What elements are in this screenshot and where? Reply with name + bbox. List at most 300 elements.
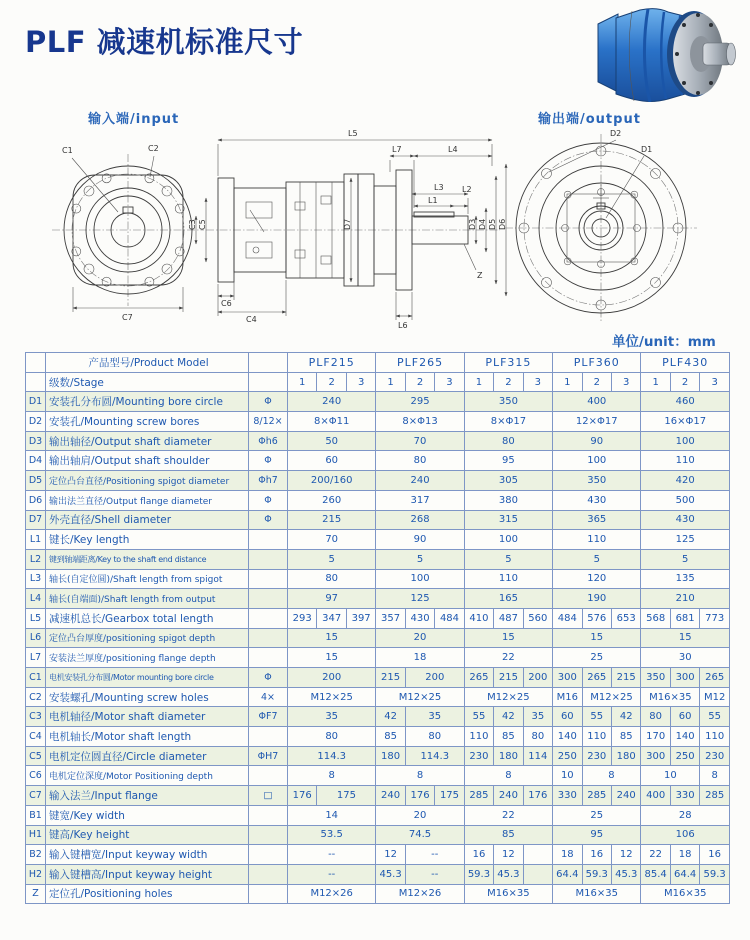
value-cell: 330 — [670, 786, 699, 806]
value-cell: 8 — [700, 766, 730, 786]
row-id: C3 — [26, 707, 46, 727]
value-cell: 90 — [553, 431, 641, 451]
value-cell: 200 — [523, 668, 552, 688]
row-symbol — [249, 884, 288, 904]
value-cell: 230 — [464, 746, 493, 766]
row-desc: 安装螺孔/Mounting screw holes — [46, 687, 249, 707]
value-cell: 85 — [494, 727, 523, 747]
value-cell: 70 — [288, 530, 376, 550]
value-cell: 18 — [553, 845, 582, 865]
row-id: L1 — [26, 530, 46, 550]
value-cell: 90 — [376, 530, 464, 550]
table-row-c5 — [26, 746, 730, 766]
symbol-corner-cell — [249, 353, 288, 373]
row-id: C1 — [26, 668, 46, 688]
unit-label: 单位/unit：mm — [612, 334, 716, 350]
value-cell: 59.3 — [700, 864, 730, 884]
row-id: D7 — [26, 510, 46, 530]
stage-header: 3 — [700, 372, 730, 392]
value-cell: 80 — [523, 727, 552, 747]
value-cell: 176 — [288, 786, 317, 806]
value-cell: 430 — [553, 490, 641, 510]
value-cell: 240 — [494, 786, 523, 806]
value-cell: 70 — [376, 431, 464, 451]
section-view-drawing — [188, 129, 507, 330]
value-cell: 230 — [700, 746, 730, 766]
row-id: C7 — [26, 786, 46, 806]
value-cell: 110 — [582, 727, 611, 747]
row-desc: 定位凸台直径/Positioning spigot diameter — [46, 471, 249, 491]
table-row-l5 — [26, 608, 730, 628]
value-cell: 16 — [464, 845, 493, 865]
row-desc: 输出轴肩/Output shaft shoulder — [46, 451, 249, 471]
value-cell: 110 — [464, 727, 493, 747]
row-symbol: 8/12× — [249, 412, 288, 432]
model-header: PLF360 — [553, 353, 641, 373]
value-cell: 25 — [553, 648, 641, 668]
value-cell: M16×35 — [553, 884, 641, 904]
value-cell: 176 — [405, 786, 434, 806]
value-cell: M12×25 — [288, 687, 376, 707]
output-view-drawing — [505, 129, 697, 322]
value-cell: 773 — [700, 608, 730, 628]
value-cell: 64.4 — [553, 864, 582, 884]
value-cell: M16 — [553, 687, 582, 707]
model-header: PLF315 — [464, 353, 552, 373]
value-cell: 80 — [288, 569, 376, 589]
value-cell: 215 — [611, 668, 640, 688]
value-cell: 97 — [288, 589, 376, 609]
value-cell: 20 — [376, 805, 464, 825]
row-symbol: ΦH7 — [249, 746, 288, 766]
value-cell: 215 — [288, 510, 376, 530]
header-row-models — [26, 353, 730, 373]
value-cell: 59.3 — [582, 864, 611, 884]
value-cell: 25 — [553, 805, 641, 825]
value-cell: 400 — [641, 786, 670, 806]
row-id: D3 — [26, 431, 46, 451]
dim-label-c7: C7 — [122, 313, 133, 322]
row-id: D6 — [26, 490, 46, 510]
dim-label-l7: L7 — [392, 145, 402, 154]
stage-column-title: 级数/Stage — [46, 372, 249, 392]
value-cell: M12×25 — [582, 687, 641, 707]
value-cell: 18 — [670, 845, 699, 865]
value-cell: 35 — [523, 707, 552, 727]
value-cell: 80 — [464, 431, 552, 451]
model-header: PLF430 — [641, 353, 730, 373]
value-cell: 430 — [641, 510, 730, 530]
value-cell: 16 — [582, 845, 611, 865]
dim-label-c5: C5 — [198, 219, 207, 230]
stage-header: 3 — [611, 372, 640, 392]
row-id: H2 — [26, 864, 46, 884]
value-cell: 170 — [641, 727, 670, 747]
value-cell: 10 — [553, 766, 582, 786]
value-cell: 12 — [611, 845, 640, 865]
value-cell: 110 — [464, 569, 552, 589]
value-cell: M16×35 — [641, 687, 700, 707]
dim-label-c2: C2 — [148, 144, 159, 153]
value-cell: 12 — [376, 845, 405, 865]
table-row-l4 — [26, 589, 730, 609]
value-cell: 42 — [494, 707, 523, 727]
row-symbol — [249, 628, 288, 648]
stage-header: 1 — [376, 372, 405, 392]
value-cell: 22 — [464, 805, 552, 825]
value-cell: 8×Φ13 — [376, 412, 464, 432]
value-cell: 16 — [700, 845, 730, 865]
value-cell: -- — [405, 864, 464, 884]
table-row-l7 — [26, 648, 730, 668]
value-cell: 568 — [641, 608, 670, 628]
value-cell: 260 — [288, 490, 376, 510]
row-desc: 输出轴径/Output shaft diameter — [46, 431, 249, 451]
value-cell: 14 — [288, 805, 376, 825]
dim-label-d1: D1 — [641, 145, 653, 154]
dim-label-l1: L1 — [428, 196, 438, 205]
value-cell: 5 — [553, 549, 641, 569]
row-symbol: Φ — [249, 392, 288, 412]
stage-header: 2 — [582, 372, 611, 392]
value-cell: 110 — [553, 530, 641, 550]
row-desc: 输入法兰/Input flange — [46, 786, 249, 806]
value-cell: 53.5 — [288, 825, 376, 845]
row-desc: 轴长(自端面)/Shaft length from output — [46, 589, 249, 609]
value-cell: 681 — [670, 608, 699, 628]
stage-header: 1 — [641, 372, 670, 392]
value-cell: 15 — [641, 628, 730, 648]
dim-label-d5: D5 — [488, 218, 497, 230]
table-row-d4 — [26, 451, 730, 471]
value-cell: 45.3 — [376, 864, 405, 884]
value-cell: 215 — [494, 668, 523, 688]
value-cell: 80 — [376, 451, 464, 471]
value-cell: 22 — [641, 845, 670, 865]
value-cell: 350 — [553, 471, 641, 491]
value-cell: 265 — [700, 668, 730, 688]
value-cell: -- — [405, 845, 464, 865]
value-cell: 80 — [288, 727, 376, 747]
value-cell: 240 — [376, 786, 405, 806]
value-cell: 100 — [553, 451, 641, 471]
table-row-h1 — [26, 825, 730, 845]
value-cell: 175 — [317, 786, 376, 806]
value-cell: 12 — [494, 845, 523, 865]
value-cell: 200/160 — [288, 471, 376, 491]
dim-label-d7: D7 — [343, 218, 352, 230]
row-id: H1 — [26, 825, 46, 845]
row-id: Z — [26, 884, 46, 904]
value-cell: 60 — [670, 707, 699, 727]
row-id: C5 — [26, 746, 46, 766]
value-cell: 380 — [464, 490, 552, 510]
row-id: L4 — [26, 589, 46, 609]
table-row-c4 — [26, 727, 730, 747]
value-cell: M12×26 — [376, 884, 464, 904]
table-row-b1 — [26, 805, 730, 825]
value-cell: 410 — [464, 608, 493, 628]
output-end-label: 输出端/output — [538, 112, 641, 127]
value-cell: -- — [288, 845, 376, 865]
value-cell: 28 — [641, 805, 730, 825]
dim-label-l2: L2 — [462, 185, 472, 194]
row-symbol — [249, 608, 288, 628]
value-cell: 265 — [464, 668, 493, 688]
value-cell: 240 — [288, 392, 376, 412]
value-cell: 305 — [464, 471, 552, 491]
value-cell: 365 — [553, 510, 641, 530]
value-cell: 357 — [376, 608, 405, 628]
page-title: PLF 减速机标准尺寸 — [25, 25, 304, 59]
value-cell: 45.3 — [494, 864, 523, 884]
value-cell: 295 — [376, 392, 464, 412]
row-id: B1 — [26, 805, 46, 825]
value-cell: 330 — [553, 786, 582, 806]
row-desc: 输入键槽宽/Input keyway width — [46, 845, 249, 865]
value-cell: 190 — [553, 589, 641, 609]
table-row-d3 — [26, 431, 730, 451]
value-cell: 265 — [582, 668, 611, 688]
dim-label-d3: D3 — [468, 218, 477, 230]
value-cell: 420 — [641, 471, 730, 491]
table-row-d5 — [26, 471, 730, 491]
technical-drawings — [0, 120, 750, 335]
photo-input-flange — [598, 14, 618, 92]
model-column-title: 产品型号/Product Model — [46, 353, 249, 373]
table-row-c3 — [26, 707, 730, 727]
row-symbol: Φ — [249, 510, 288, 530]
dim-label-l3: L3 — [434, 183, 444, 192]
value-cell: 22 — [464, 648, 552, 668]
row-symbol — [249, 766, 288, 786]
value-cell — [523, 845, 552, 865]
value-cell: 397 — [346, 608, 375, 628]
value-cell: 100 — [464, 530, 552, 550]
value-cell: 95 — [464, 451, 552, 471]
stage-header: 3 — [523, 372, 552, 392]
value-cell: 55 — [700, 707, 730, 727]
row-desc: 键到轴端距离/Key to the shaft end distance — [46, 549, 249, 569]
value-cell: 300 — [641, 746, 670, 766]
row-id: L2 — [26, 549, 46, 569]
row-desc: 减速机总长/Gearbox total length — [46, 608, 249, 628]
value-cell: 5 — [464, 549, 552, 569]
row-desc: 安装孔分布圆/Mounting bore circle — [46, 392, 249, 412]
value-cell: 100 — [376, 569, 464, 589]
row-desc: 键高/Key height — [46, 825, 249, 845]
value-cell: 285 — [582, 786, 611, 806]
value-cell: 293 — [288, 608, 317, 628]
value-cell: 50 — [288, 431, 376, 451]
model-header: PLF215 — [288, 353, 376, 373]
value-cell: 285 — [700, 786, 730, 806]
product-photo — [588, 2, 746, 102]
row-id: L7 — [26, 648, 46, 668]
value-cell: 300 — [670, 668, 699, 688]
row-symbol: Φ — [249, 451, 288, 471]
value-cell: 100 — [641, 431, 730, 451]
row-symbol: 4× — [249, 687, 288, 707]
table-row-l6 — [26, 628, 730, 648]
value-cell: 176 — [523, 786, 552, 806]
stage-header: 1 — [288, 372, 317, 392]
value-cell: 175 — [435, 786, 464, 806]
value-cell: 8×Φ17 — [464, 412, 552, 432]
row-id: L6 — [26, 628, 46, 648]
value-cell: 74.5 — [376, 825, 464, 845]
value-cell: 250 — [670, 746, 699, 766]
row-symbol — [249, 589, 288, 609]
value-cell: 15 — [288, 628, 376, 648]
row-symbol — [249, 805, 288, 825]
stage-header: 2 — [317, 372, 346, 392]
row-symbol — [249, 648, 288, 668]
value-cell: 35 — [288, 707, 376, 727]
symbol-corner-cell — [249, 372, 288, 392]
value-cell: 42 — [611, 707, 640, 727]
row-desc: 输出法兰直径/Output flange diameter — [46, 490, 249, 510]
value-cell: 484 — [435, 608, 464, 628]
model-header: PLF265 — [376, 353, 464, 373]
value-cell: 200 — [288, 668, 376, 688]
stage-header: 1 — [464, 372, 493, 392]
table-row-c2 — [26, 687, 730, 707]
value-cell — [523, 864, 552, 884]
value-cell: 95 — [553, 825, 641, 845]
value-cell: 350 — [641, 668, 670, 688]
row-desc: 定位凸台厚度/positioning spigot depth — [46, 628, 249, 648]
value-cell: 59.3 — [464, 864, 493, 884]
value-cell: 240 — [376, 471, 464, 491]
table-row-d1 — [26, 392, 730, 412]
table-row-z — [26, 884, 730, 904]
value-cell: 430 — [405, 608, 434, 628]
value-cell: 5 — [376, 549, 464, 569]
value-cell: 140 — [670, 727, 699, 747]
table-row-l2 — [26, 549, 730, 569]
value-cell: 315 — [464, 510, 552, 530]
spec-table — [25, 352, 730, 904]
stage-header: 3 — [346, 372, 375, 392]
value-cell: 120 — [553, 569, 641, 589]
row-desc: 定位孔/Positioning holes — [46, 884, 249, 904]
value-cell: M12 — [700, 687, 730, 707]
row-symbol — [249, 530, 288, 550]
value-cell: 15 — [553, 628, 641, 648]
value-cell: 8 — [376, 766, 464, 786]
corner-cell — [26, 372, 46, 392]
value-cell: 250 — [553, 746, 582, 766]
row-id: C4 — [26, 727, 46, 747]
value-cell: 135 — [641, 569, 730, 589]
row-id: L5 — [26, 608, 46, 628]
value-cell: 45.3 — [611, 864, 640, 884]
value-cell: 484 — [553, 608, 582, 628]
row-desc: 键长/Key length — [46, 530, 249, 550]
value-cell: 110 — [641, 451, 730, 471]
value-cell: 317 — [376, 490, 464, 510]
value-cell: 347 — [317, 608, 346, 628]
table-row-b2 — [26, 845, 730, 865]
value-cell: 653 — [611, 608, 640, 628]
corner-cell — [26, 353, 46, 373]
stage-header: 2 — [670, 372, 699, 392]
value-cell: 85 — [464, 825, 552, 845]
row-id: C2 — [26, 687, 46, 707]
value-cell: 500 — [641, 490, 730, 510]
dim-label-l6: L6 — [398, 321, 408, 330]
row-desc: 安装孔/Mounting screw bores — [46, 412, 249, 432]
dim-label-d4: D4 — [478, 218, 487, 230]
row-desc: 电机轴长/Motor shaft length — [46, 727, 249, 747]
row-id: B2 — [26, 845, 46, 865]
table-row-d2 — [26, 412, 730, 432]
value-cell: 180 — [494, 746, 523, 766]
dim-label-c3: C3 — [188, 219, 197, 230]
row-symbol — [249, 549, 288, 569]
value-cell: 460 — [641, 392, 730, 412]
gearbox-photo — [598, 9, 736, 102]
value-cell: 487 — [494, 608, 523, 628]
row-id: L3 — [26, 569, 46, 589]
row-desc: 电机轴径/Motor shaft diameter — [46, 707, 249, 727]
row-id: D4 — [26, 451, 46, 471]
value-cell: 240 — [611, 786, 640, 806]
row-desc: 安装法兰厚度/positioning flange depth — [46, 648, 249, 668]
value-cell: 30 — [641, 648, 730, 668]
row-symbol — [249, 864, 288, 884]
value-cell: 85.4 — [641, 864, 670, 884]
dim-label-z: Z — [477, 271, 483, 280]
value-cell: 10 — [641, 766, 700, 786]
stage-header: 3 — [435, 372, 464, 392]
value-cell: 8 — [464, 766, 552, 786]
row-symbol: Φh7 — [249, 471, 288, 491]
value-cell: 5 — [288, 549, 376, 569]
value-cell: 215 — [376, 668, 405, 688]
stage-header: 1 — [553, 372, 582, 392]
row-symbol — [249, 727, 288, 747]
value-cell: 85 — [611, 727, 640, 747]
row-desc: 轴长(自定位圆)/Shaft length from spigot — [46, 569, 249, 589]
dim-label-l4: L4 — [448, 145, 458, 154]
value-cell: 8×Φ11 — [288, 412, 376, 432]
value-cell: 15 — [288, 648, 376, 668]
value-cell: 42 — [376, 707, 405, 727]
value-cell: 200 — [405, 668, 464, 688]
value-cell: -- — [288, 864, 376, 884]
row-id: D2 — [26, 412, 46, 432]
header-row-stages — [26, 372, 730, 392]
row-symbol: □ — [249, 786, 288, 806]
value-cell: 20 — [376, 628, 464, 648]
row-symbol: Φ — [249, 490, 288, 510]
value-cell: 400 — [553, 392, 641, 412]
value-cell: 60 — [553, 707, 582, 727]
value-cell: 55 — [464, 707, 493, 727]
row-symbol: ΦF7 — [249, 707, 288, 727]
value-cell: M16×35 — [641, 884, 730, 904]
input-end-label: 输入端/input — [88, 112, 180, 127]
value-cell: M12×25 — [376, 687, 464, 707]
value-cell: 110 — [700, 727, 730, 747]
value-cell: 15 — [464, 628, 552, 648]
stage-header: 2 — [405, 372, 434, 392]
value-cell: 576 — [582, 608, 611, 628]
dim-label-c4: C4 — [246, 315, 257, 324]
value-cell: 114.3 — [405, 746, 464, 766]
